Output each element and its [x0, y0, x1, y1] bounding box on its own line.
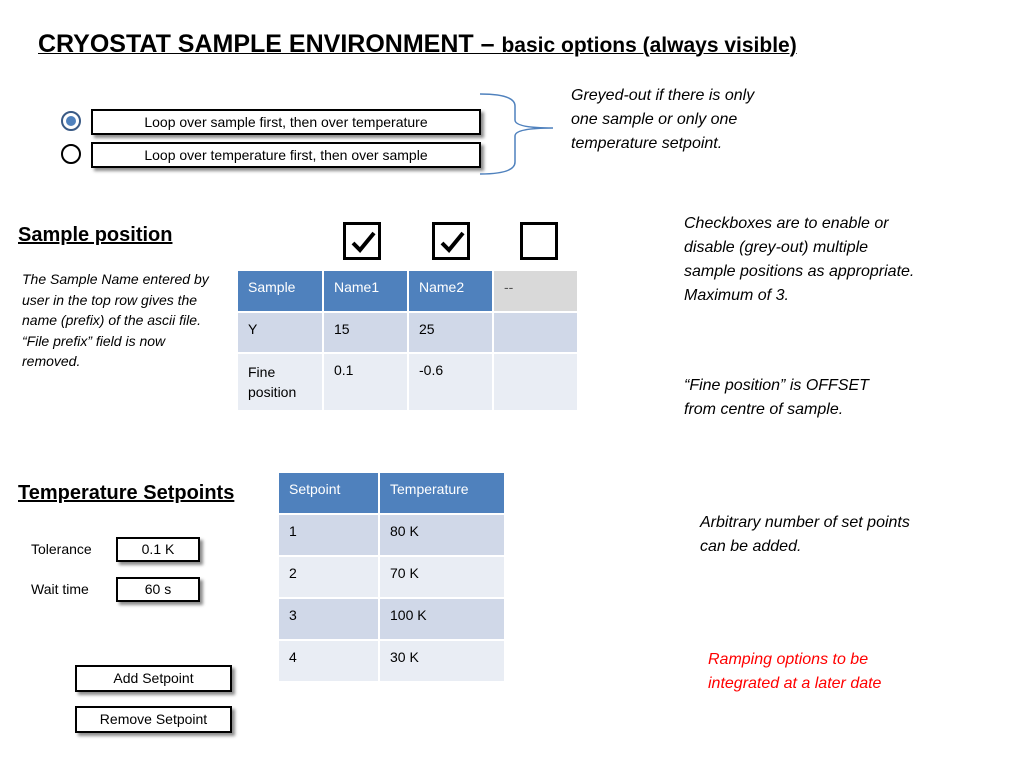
table-header-cell: -- [494, 271, 577, 311]
table-cell-disabled [494, 313, 577, 352]
loop-sample-first-radio[interactable] [61, 111, 81, 131]
tolerance-input[interactable]: 0.1 K [116, 537, 200, 562]
table-cell: Fine position [238, 354, 322, 410]
tolerance-label: Tolerance [31, 541, 92, 557]
table-cell[interactable]: 0.1 [324, 354, 407, 410]
sample-1-checkbox[interactable] [343, 222, 381, 260]
table-row [279, 599, 504, 639]
wait-time-label: Wait time [31, 581, 89, 597]
add-setpoint-button[interactable]: Add Setpoint [75, 665, 232, 692]
table-cell[interactable]: 30 K [380, 641, 504, 681]
loop-temperature-first-option[interactable] [91, 142, 481, 168]
table-cell: 1 [279, 515, 378, 555]
table-row [279, 557, 504, 597]
sample-position-heading: Sample position [18, 224, 173, 246]
table-row [238, 313, 577, 352]
table-cell: 3 [279, 599, 378, 639]
check-icon [437, 227, 467, 257]
table-header-cell: Sample [238, 271, 322, 311]
wait-time-input[interactable]: 60 s [116, 577, 200, 602]
loop-temperature-first-label: Loop over temperature first, then over sample [144, 147, 428, 163]
setpoints-note: Arbitrary number of set points can be added. [700, 514, 910, 555]
checkboxes-note: Checkboxes are to enable or disable (grey-out) multiple sample positions as appropriate. Maximum of 3. [684, 215, 915, 304]
table-header-cell: Setpoint [279, 473, 378, 513]
table-header-cell: Name2 [409, 271, 492, 311]
sample-table [236, 269, 579, 412]
sample-name-note: The Sample Name entered by user in the top row gives the name (prefix) of the ascii file. “File prefix” field is now removed. [22, 271, 209, 369]
table-cell[interactable]: 80 K [380, 515, 504, 555]
table-cell: 2 [279, 557, 378, 597]
sample-2-checkbox[interactable] [432, 222, 470, 260]
loop-sample-first-label: Loop over sample first, then over temperature [144, 114, 428, 130]
table-cell[interactable]: 100 K [380, 599, 504, 639]
table-row [238, 354, 577, 410]
loop-sample-first-option[interactable] [91, 109, 481, 135]
table-cell: 4 [279, 641, 378, 681]
table-header-cell: Name1 [324, 271, 407, 311]
table-row [279, 641, 504, 681]
temperature-setpoints-heading: Temperature Setpoints [18, 482, 235, 504]
table-cell[interactable]: 70 K [380, 557, 504, 597]
sample-3-checkbox[interactable] [520, 222, 558, 260]
brace-connector [475, 90, 560, 180]
check-icon [348, 227, 378, 257]
setpoint-table [277, 471, 506, 683]
table-row [279, 515, 504, 555]
ramping-note: Ramping options to be integrated at a later date [708, 651, 882, 692]
remove-setpoint-button[interactable]: Remove Setpoint [75, 706, 232, 733]
table-header-row [238, 271, 577, 311]
table-cell: Y [238, 313, 322, 352]
table-cell[interactable]: -0.6 [409, 354, 492, 410]
table-header-cell: Temperature [380, 473, 504, 513]
table-header-row [279, 473, 504, 513]
greyed-out-note: Greyed-out if there is only one sample or only one temperature setpoint. [571, 87, 755, 152]
page-title [38, 30, 797, 59]
table-cell-disabled [494, 354, 577, 410]
fine-position-note: “Fine position” is OFFSET from centre of sample. [684, 377, 869, 418]
title-main: CRYOSTAT SAMPLE ENVIRONMENT – [38, 30, 502, 58]
loop-temperature-first-radio[interactable] [61, 144, 81, 164]
table-cell[interactable]: 15 [324, 313, 407, 352]
table-cell[interactable]: 25 [409, 313, 492, 352]
title-sub: basic options (always visible) [501, 34, 797, 57]
